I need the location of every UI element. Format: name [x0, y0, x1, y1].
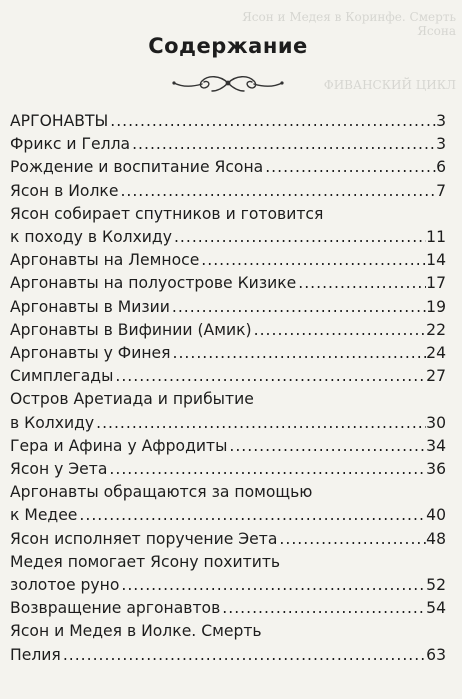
toc-page-number: 7: [436, 181, 446, 200]
toc-entry: [10, 319, 446, 342]
toc-entry-title: Ясон исполняет поручение Эета: [10, 529, 278, 548]
toc-entry-title: Пелия: [10, 645, 61, 664]
toc-entry-title: золотое руно: [10, 576, 120, 595]
toc-entry-title: Аргонавты у Финея: [10, 344, 171, 363]
toc-entry: [10, 342, 446, 365]
dot-leader: [199, 249, 426, 272]
toc-entry-title: Возвращение аргонавтов: [10, 599, 221, 618]
toc-entry-title: к походу в Колхиду: [10, 228, 172, 247]
dot-leader: [227, 435, 426, 458]
toc-entry-title: в Колхиду: [10, 413, 95, 432]
toc-entry-first-line: Ясон собирает спутников и готовится: [10, 204, 324, 223]
bleed-line: Ясон и Медея в Коринфе. Смерть: [242, 10, 456, 24]
toc-page-number: 19: [426, 297, 446, 316]
toc-entry: [10, 458, 446, 481]
toc-page-number: 6: [436, 158, 446, 177]
bleed-line: Ясона: [417, 24, 456, 38]
toc-entry: [10, 110, 446, 133]
toc-entry: [10, 296, 446, 319]
toc-entry: [10, 180, 446, 203]
toc-entry-title: Аргонавты на полуострове Кизике: [10, 274, 297, 293]
toc-page-number: 3: [436, 135, 446, 154]
dot-leader: [113, 365, 426, 388]
toc-page-number: 34: [426, 436, 446, 455]
toc-entry: [10, 412, 446, 435]
toc-entry: [10, 504, 446, 527]
dot-leader: [171, 342, 427, 365]
toc-entry-first-line: Ясон и Медея в Иолке. Смерть: [10, 622, 262, 641]
bleed-line: ФИВАНСКИЙ ЦИКЛ: [323, 78, 456, 92]
dot-leader: [130, 133, 436, 156]
toc-entry-title: Аргонавты на Лемносе: [10, 251, 200, 270]
toc-entry: [10, 249, 446, 272]
page-title: Содержание: [148, 34, 308, 58]
toc-entry: [10, 156, 446, 179]
toc-entry-first-line: Остров Аретиада и прибытие: [10, 390, 254, 409]
toc-page-number: 54: [426, 599, 446, 618]
toc-entry-title: АРГОНАВТЫ: [10, 112, 109, 130]
dot-leader: [61, 644, 426, 667]
toc-entry: [10, 644, 446, 667]
decorative-flourish-icon: [168, 72, 288, 94]
dot-leader: [108, 110, 436, 133]
dot-leader: [94, 412, 426, 435]
toc-entry: [10, 528, 446, 551]
toc-entry-title: Гера и Афина у Афродиты: [10, 436, 228, 455]
toc-page-number: 27: [426, 367, 446, 386]
toc-entry: [10, 226, 446, 249]
toc-entry-title: Рождение и воспитание Ясона: [10, 158, 264, 177]
toc-page-number: 63: [426, 645, 446, 664]
toc-entry: [10, 272, 446, 295]
toc-page-number: 3: [436, 112, 446, 130]
contents-page: [10, 20, 446, 667]
toc-entry: [10, 435, 446, 458]
toc-page-number: 52: [426, 576, 446, 595]
toc-entry-title: Фрикс и Гелла: [10, 135, 131, 154]
toc-page-number: 48: [426, 529, 446, 548]
toc-entry-title: Ясон в Иолке: [10, 181, 119, 200]
toc-page-number: 30: [426, 413, 446, 432]
dot-leader: [220, 597, 426, 620]
toc-list: [10, 110, 446, 667]
toc-page-number: 17: [426, 274, 446, 293]
toc-entry-title: Аргонавты в Вифинии (Амик): [10, 320, 252, 339]
dot-leader: [252, 319, 427, 342]
dot-leader: [277, 528, 426, 551]
toc-entry-title: Ясон у Эета: [10, 460, 108, 479]
toc-page-number: 24: [426, 344, 446, 363]
toc-entry-title: Симплегады: [10, 367, 114, 386]
toc-entry: [10, 597, 446, 620]
dot-leader: [118, 180, 436, 203]
dot-leader: [77, 504, 426, 527]
dot-leader: [172, 226, 426, 249]
toc-page-number: 22: [426, 320, 446, 339]
toc-entry-first-line: Аргонавты обращаются за помощью: [10, 483, 313, 502]
toc-entry: [10, 133, 446, 156]
toc-page-number: 11: [426, 228, 446, 247]
toc-entry: [10, 574, 446, 597]
dot-leader: [170, 296, 426, 319]
toc-entry-title: Аргонавты в Мизии: [10, 297, 170, 316]
dot-leader: [263, 156, 436, 179]
dot-leader: [119, 574, 426, 597]
toc-entry-title: к Медее: [10, 506, 78, 525]
toc-page-number: 36: [426, 460, 446, 479]
dot-leader: [107, 458, 426, 481]
toc-page-number: 40: [426, 506, 446, 525]
dot-leader: [296, 272, 426, 295]
toc-entry: [10, 365, 446, 388]
toc-page-number: 14: [426, 251, 446, 270]
toc-entry-first-line: Медея помогает Ясону похитить: [10, 552, 281, 571]
